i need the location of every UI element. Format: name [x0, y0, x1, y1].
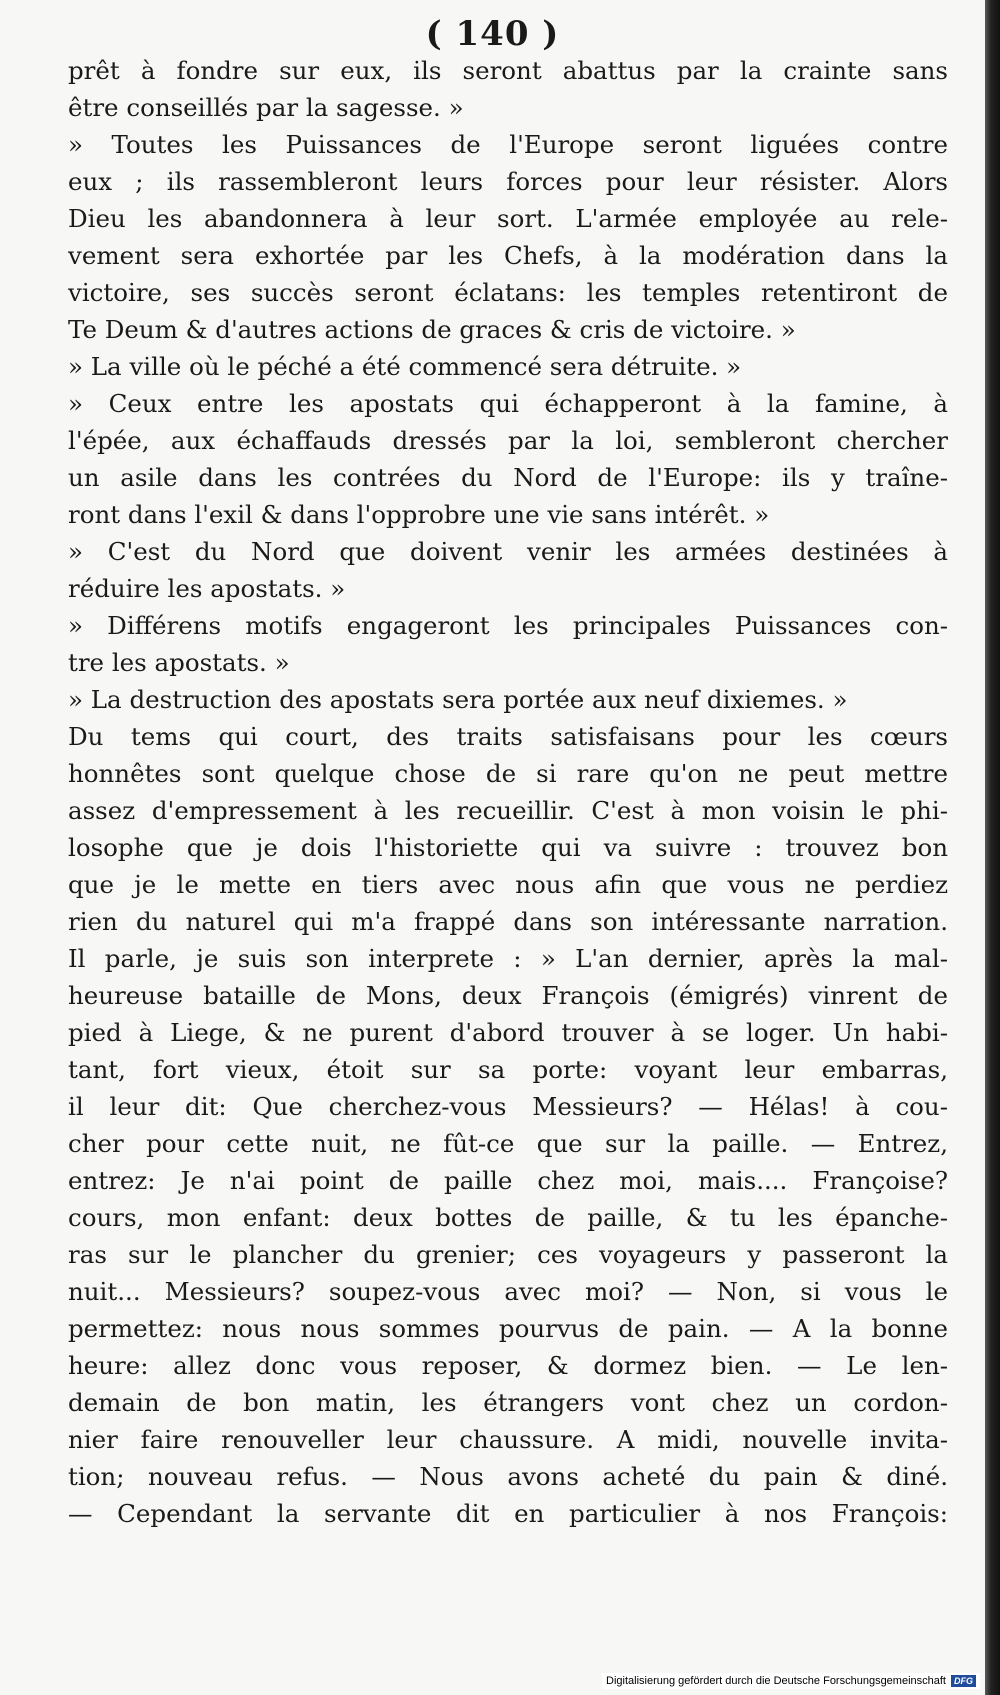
digitization-footer	[602, 1673, 980, 1689]
text-line: ront dans l'exil & dans l'opprobre une vie sans intérêt. »	[68, 500, 770, 529]
text-line: cours, mon enfant: deux bottes de paille, & tu les épanche-	[68, 1203, 948, 1232]
text-line: ras sur le plancher du grenier; ces voyageurs y passeront la	[68, 1240, 948, 1269]
text-line: un asile dans les contrées du Nord de l'Europe: ils y traîne-	[68, 463, 948, 492]
text-line: » La destruction des apostats sera portée aux neuf dixiemes. »	[68, 685, 848, 714]
text-line: il leur dit: Que cherchez-vous Messieurs? — Hélas! à cou-	[68, 1092, 948, 1121]
text-line: que je le mette en tiers avec nous afin que vous ne perdiez	[68, 870, 948, 899]
text-line: réduire les apostats. »	[68, 574, 346, 603]
text-line: pied à Liege, & ne purent d'abord trouver à se loger. Un habi-	[68, 1018, 948, 1047]
text-line: » C'est du Nord que doivent venir les armées destinées à	[68, 537, 948, 566]
funding-notice: Digitalisierung gefördert durch die Deutsche Forschungsgemeinschaft	[606, 1675, 946, 1687]
text-line: victoire, ses succès seront éclatans: les temples retentiront de	[68, 278, 948, 307]
text-line: vement sera exhortée par les Chefs, à la modération dans la	[68, 241, 948, 270]
dfg-logo: DFG	[951, 1675, 976, 1687]
text-line: nier faire renouveller leur chaussure. A midi, nouvelle invita-	[68, 1425, 948, 1454]
text-line: l'épée, aux échaffauds dressés par la loi, sembleront chercher	[68, 426, 948, 455]
text-line: » Ceux entre les apostats qui échapperont à la famine, à	[68, 389, 948, 418]
text-line: tre les apostats. »	[68, 648, 290, 677]
page-number: ( 140 )	[425, 14, 560, 54]
text-line: nuit... Messieurs? soupez-vous avec moi? — Non, si vous le	[68, 1277, 948, 1306]
text-line: Dieu les abandonnera à leur sort. L'armée employée au rele-	[68, 204, 948, 233]
page-edge	[985, 0, 1000, 1695]
text-line: tion; nouveau refus. — Nous avons acheté du pain & diné.	[68, 1462, 948, 1491]
text-line: heure: allez donc vous reposer, & dormez bien. — Le len-	[68, 1351, 948, 1380]
text-line: rien du naturel qui m'a frappé dans son intéressante narration.	[68, 907, 948, 936]
text-line: prêt à fondre sur eux, ils seront abattus par la crainte sans	[68, 56, 948, 85]
text-line: » Toutes les Puissances de l'Europe seront liguées contre	[68, 130, 948, 159]
text-line: permettez: nous nous sommes pourvus de pain. — A la bonne	[68, 1314, 948, 1343]
text-line: tant, fort vieux, étoit sur sa porte: voyant leur embarras,	[68, 1055, 948, 1084]
text-line: » La ville où le péché a été commencé sera détruite. »	[68, 352, 742, 381]
body-text	[68, 52, 948, 1532]
text-line: honnêtes sont quelque chose de si rare qu'on ne peut mettre	[68, 759, 948, 788]
text-line: losophe que je dois l'historiette qui va suivre : trouvez bon	[68, 833, 948, 862]
text-line: cher pour cette nuit, ne fût-ce que sur la paille. — Entrez,	[68, 1129, 948, 1158]
text-line: entrez: Je n'ai point de paille chez moi, mais.... Françoise?	[68, 1166, 948, 1195]
text-line: Du tems qui court, des traits satisfaisans pour les cœurs	[68, 722, 948, 751]
text-line: eux ; ils rassembleront leurs forces pour leur résister. Alors	[68, 167, 948, 196]
text-line: assez d'empressement à les recueillir. C'est à mon voisin le phi-	[68, 796, 948, 825]
text-line: » Différens motifs engageront les principales Puissances con-	[68, 611, 948, 640]
text-line: demain de bon matin, les étrangers vont chez un cordon-	[68, 1388, 948, 1417]
text-line: — Cependant la servante dit en particulier à nos François:	[68, 1499, 948, 1528]
text-line: heureuse bataille de Mons, deux François (émigrés) vinrent de	[68, 981, 948, 1010]
text-line: Il parle, je suis son interprete : » L'an dernier, après la mal-	[68, 944, 948, 973]
text-line: Te Deum & d'autres actions de graces & cris de victoire. »	[68, 315, 796, 344]
text-line: être conseillés par la sagesse. »	[68, 93, 464, 122]
